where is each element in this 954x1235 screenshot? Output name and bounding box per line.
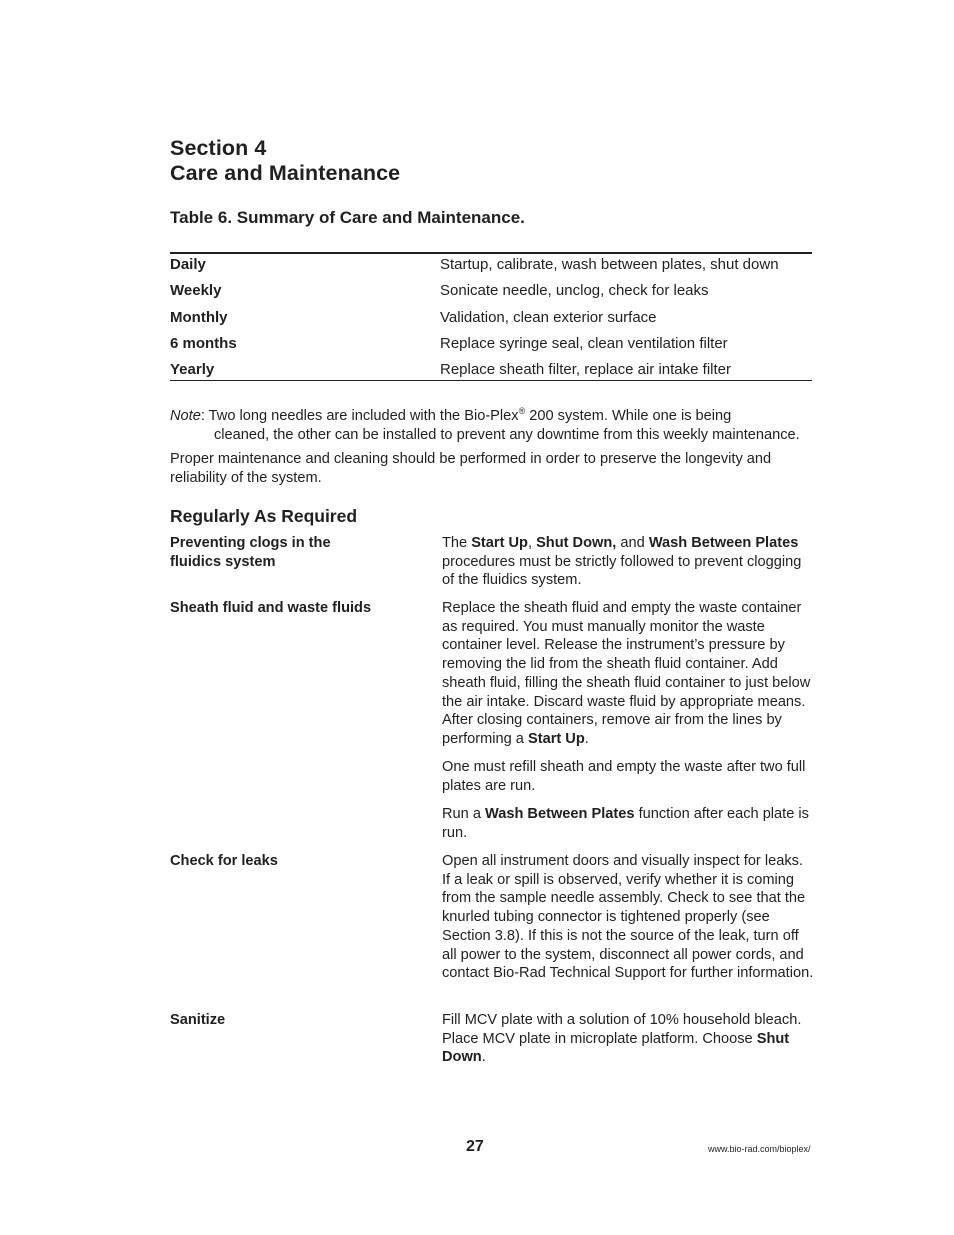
table-cell-period: 6 months	[170, 335, 237, 352]
table-bottom-rule	[170, 380, 812, 381]
regular-heading: Regularly As Required	[170, 506, 358, 526]
note-label: Note	[170, 407, 201, 424]
item-label-sanitize: Sanitize	[170, 1012, 226, 1028]
bold-start-up: Start Up	[471, 535, 528, 551]
item-text-sanitize	[442, 1011, 814, 1067]
intro-paragraph: Proper maintenance and cleaning should be performed in order to preserve the longevity and reliability of the system.	[170, 451, 772, 486]
note-text-2: 200 system. While one is being	[525, 407, 732, 424]
table-row	[170, 282, 812, 308]
text-run: Replace the sheath fluid and empty the waste container as required. You must manually monitor the waste container level. Release the instrument’s pressure by removing the lid from the sheath fluid container. Add sheath fluid, filling the sheath fluid container to just below the air intake. Discard waste fluid by appropriate means. After closing containers, remove air from the lines by performing a	[442, 600, 811, 747]
text-run: .	[584, 730, 589, 747]
item-text-leaks: Open all instrument doors and visually inspect for leaks. If a leak or spill is observed, verify whether it is coming from the sample needle assembly. Check to see that the knurled tubing connector is tightened properly (see Section 3.8). If this is not the source of the leak, turn off all power to the system, disconnect all power cords, and contact Bio-Rad Technical Support for further information.	[442, 853, 814, 982]
item-text-sheath-2: One must refill sheath and empty the waste after two full plates are run.	[442, 759, 806, 794]
bold-shut-down: Shut Down	[442, 1030, 790, 1066]
table-top-rule	[170, 252, 812, 254]
table-cell-period: Daily	[170, 256, 206, 273]
text-run: function after each plate is run.	[442, 806, 809, 841]
item-label-leaks: Check for leaks	[170, 853, 278, 869]
table-row	[170, 309, 812, 335]
registered-mark: ®	[518, 406, 526, 416]
page-number: 27	[466, 1138, 484, 1155]
note	[170, 402, 820, 445]
footer-url[interactable]: www.bio-rad.com/bioplex/	[708, 1144, 811, 1154]
section-heading	[170, 136, 400, 186]
table-title: Table 6. Summary of Care and Maintenance.	[170, 208, 525, 227]
table-cell-task: Validation, clean exterior surface	[440, 309, 657, 326]
bold-wash-between-plates: Wash Between Plates	[648, 535, 799, 551]
text-run: Run a	[442, 806, 485, 822]
section-number: Section 4	[170, 136, 267, 160]
table-row	[170, 361, 812, 387]
text-run: The	[442, 535, 472, 551]
note-text-1: : Two long needles are included with the Bio-Plex	[200, 407, 519, 424]
table-cell-task: Sonicate needle, unclog, check for leaks	[440, 282, 709, 299]
table-cell-period: Monthly	[170, 309, 228, 326]
note-text-3: cleaned, the other can be installed to prevent any downtime from this weekly maintenance.	[214, 426, 800, 443]
text-run: .	[481, 1049, 486, 1066]
item-label-clogs: Preventing clogs in the fluidics system	[170, 535, 331, 570]
table-cell-period: Yearly	[170, 361, 215, 378]
table-cell-task: Replace syringe seal, clean ventilation filter	[440, 335, 728, 352]
text-run: and	[616, 535, 649, 551]
section-title: Care and Maintenance	[170, 161, 401, 185]
bold-start-up: Start Up	[527, 730, 585, 747]
item-text-sheath-3	[442, 805, 814, 842]
text-run: ,	[527, 535, 537, 551]
table-cell-task: Startup, calibrate, wash between plates, shut down	[440, 256, 779, 273]
bold-wash-between-plates: Wash Between Plates	[485, 806, 635, 822]
item-label-sheath: Sheath fluid and waste fluids	[170, 600, 372, 616]
item-text-clogs	[442, 534, 814, 590]
text-run: Fill MCV plate with a solution of 10% household bleach. Place MCV plate in microplate platform. Choose	[442, 1012, 802, 1047]
item-text-sheath-1	[442, 599, 814, 749]
table-row	[170, 335, 812, 361]
table-row	[170, 256, 812, 282]
bold-shut-down: Shut Down,	[536, 535, 617, 551]
table-cell-period: Weekly	[170, 282, 222, 299]
text-run: procedures must be strictly followed to prevent clogging of the fluidics system.	[442, 553, 802, 589]
table-cell-task: Replace sheath filter, replace air intake filter	[440, 361, 731, 378]
